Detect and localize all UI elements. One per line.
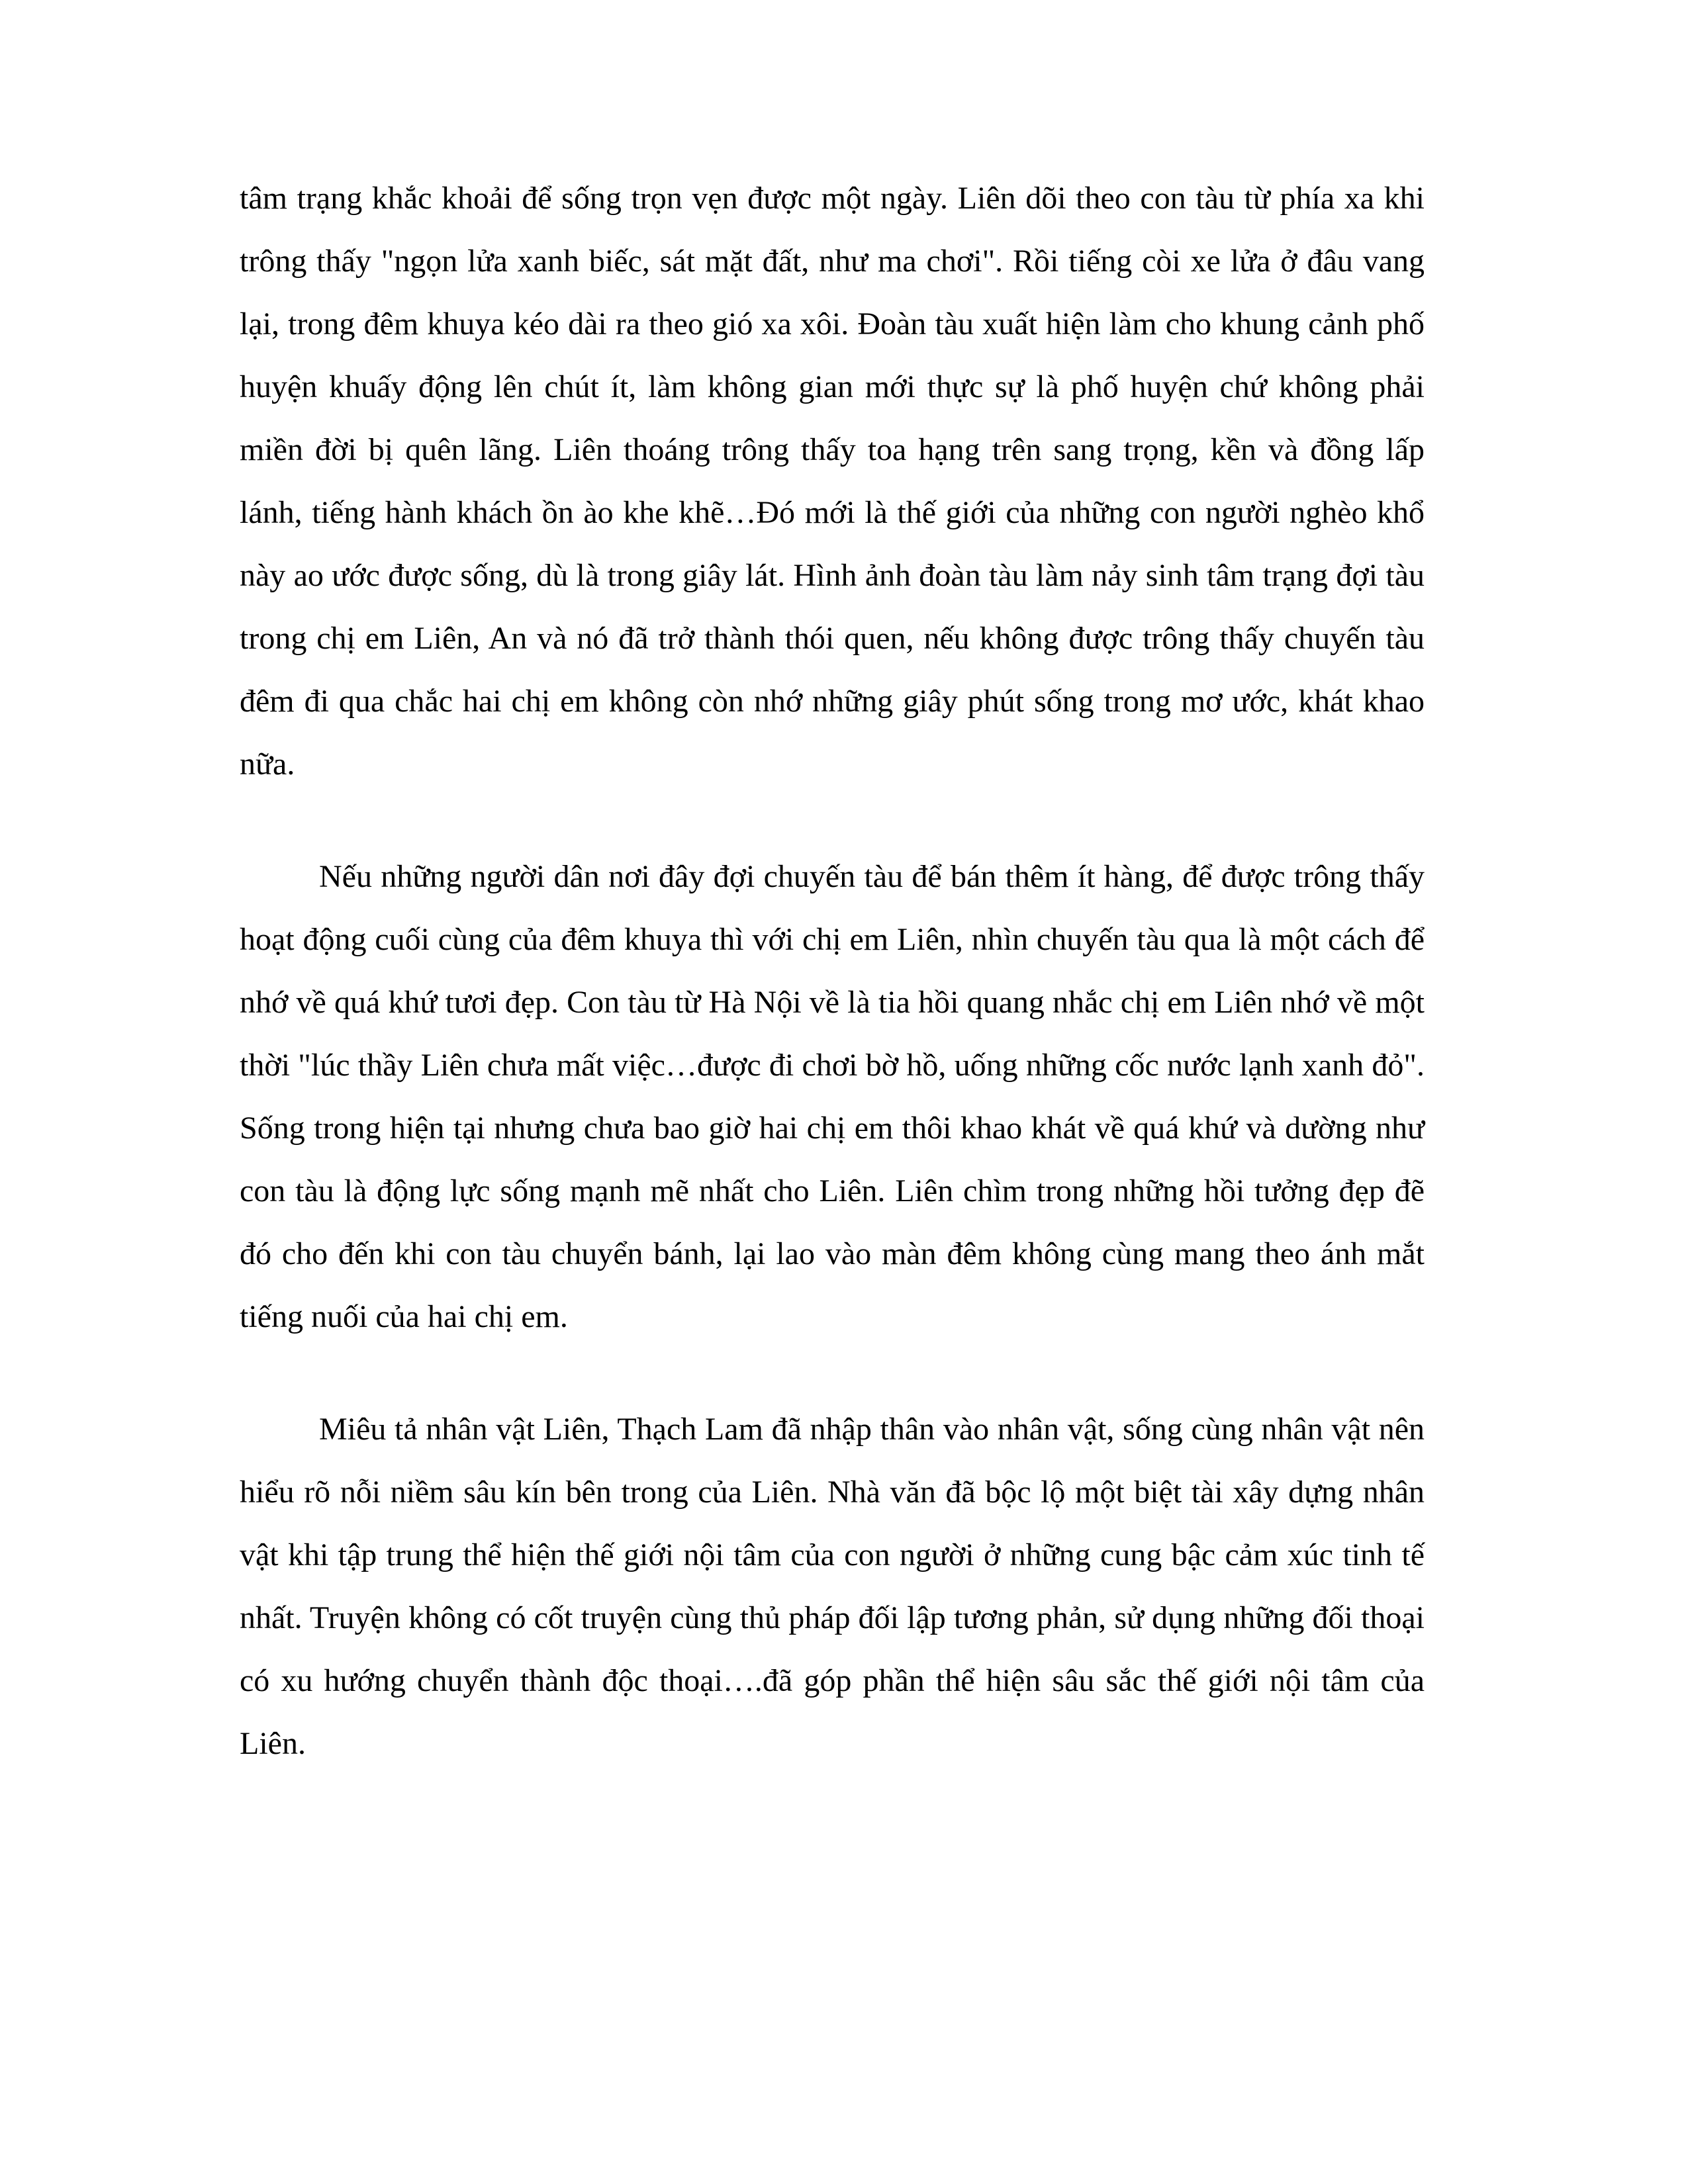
paragraph: Nếu những người dân nơi đây đợi chuyến tàu để bán thêm ít hàng, để được trông thấy hoạt động cuối cùng của đêm khuya thì với chị em Liên, nhìn chuyến tàu qua là một cách để nhớ về quá khứ tươi đẹp. Con tàu từ Hà Nội về là tia hồi quang nhắc chị em Liên nhớ về một thời "lúc thầy Liên chưa mất việc…được đi chơi bờ hồ, uống những cốc nước lạnh xanh đỏ". Sống trong hiện tại nhưng chưa bao giờ hai chị em thôi khao khát về quá khứ và dường như con tàu là động lực sống mạnh mẽ nhất cho Liên. Liên chìm trong những hồi tưởng đẹp đẽ đó cho đến khi con tàu chuyển bánh, lại lao vào màn đêm không cùng mang theo ánh mắt tiếng nuối của hai chị em. <box>240 859 1425 1334</box>
paragraph: tâm trạng khắc khoải để sống trọn vẹn được một ngày. Liên dõi theo con tàu từ phía xa khi trông thấy "ngọn lửa xanh biếc, sát mặt đất, như ma chơi". Rồi tiếng còi xe lửa ở đâu vang lại, trong đêm khuya kéo dài ra theo gió xa xôi. Đoàn tàu xuất hiện làm cho khung cảnh phố huyện khuấy động lên chút ít, làm không gian mới thực sự là phố huyện chứ không phải miền đời bị quên lãng. Liên thoáng trông thấy toa hạng trên sang trọng, kền và đồng lấp lánh, tiếng hành khách ồn ào khe khẽ…Đó mới là thế giới của những con người nghèo khổ này ao ước được sống, dù là trong giây lát. Hình ảnh đoàn tàu làm nảy sinh tâm trạng đợi tàu trong chị em Liên, An và nó đã trở thành thói quen, nếu không được trông thấy chuyến tàu đêm đi qua chắc hai chị em không còn nhớ những giây phút sống trong mơ ước, khát khao nữa. <box>240 181 1425 782</box>
paragraph: Miêu tả nhân vật Liên, Thạch Lam đã nhập thân vào nhân vật, sống cùng nhân vật nên hiểu rõ nỗi niềm sâu kín bên trong của Liên. Nhà văn đã bộc lộ một biệt tài xây dựng nhân vật khi tập trung thể hiện thế giới nội tâm của con người ở những cung bậc cảm xúc tinh tế nhất. Truyện không có cốt truyện cùng thủ pháp đối lập tương phản, sử dụng những đối thoại có xu hướng chuyển thành độc thoại….đã góp phần thể hiện sâu sắc thế giới nội tâm của Liên. <box>240 1412 1425 1761</box>
